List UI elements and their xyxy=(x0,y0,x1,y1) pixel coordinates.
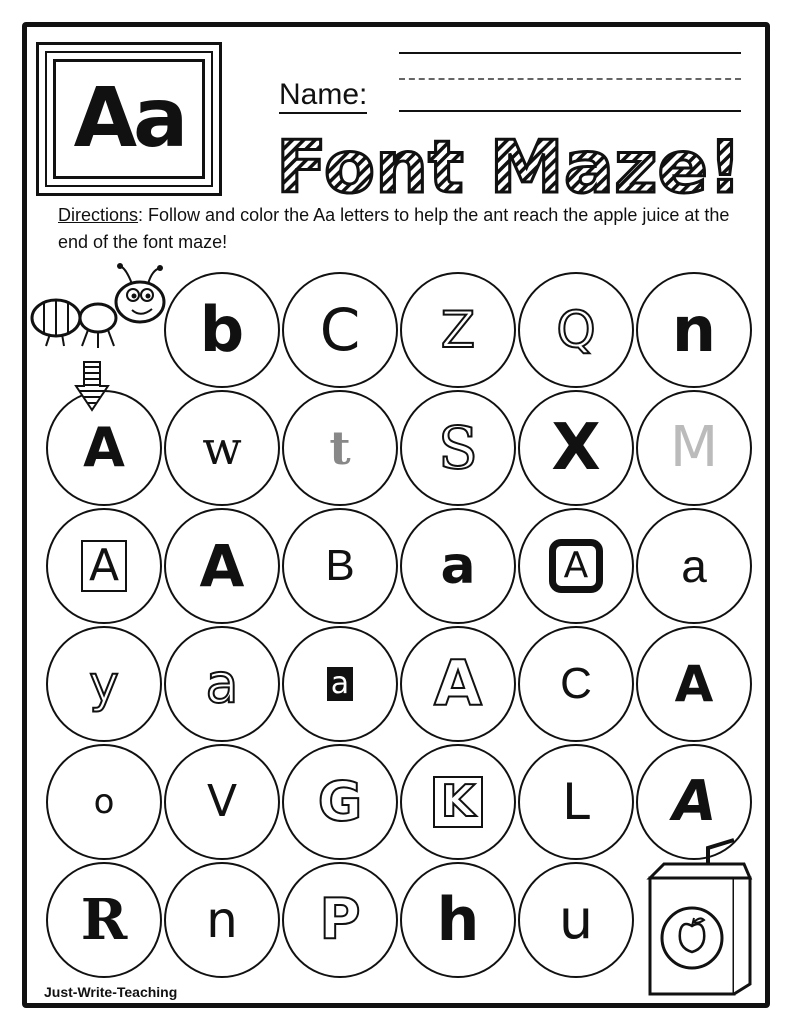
maze-letter: A xyxy=(83,416,125,479)
maze-circle[interactable] xyxy=(518,744,634,860)
maze-circle[interactable] xyxy=(164,862,280,978)
maze-letter: a xyxy=(681,540,707,592)
maze-letter: A xyxy=(434,647,482,720)
maze-letter: Q xyxy=(556,301,596,359)
maze-letter: B xyxy=(325,541,355,590)
maze-circle[interactable] xyxy=(636,272,752,388)
maze-circle[interactable] xyxy=(518,390,634,506)
maze-circle[interactable] xyxy=(164,744,280,860)
maze-letter: X xyxy=(551,411,601,485)
maze-letter: w xyxy=(202,421,242,475)
maze-letter: K xyxy=(433,776,483,828)
maze-circle[interactable] xyxy=(164,626,280,742)
maze-letter: C xyxy=(560,659,592,708)
maze-circle[interactable] xyxy=(282,508,398,624)
maze-circle[interactable] xyxy=(46,626,162,742)
maze-circle[interactable] xyxy=(400,862,516,978)
maze-letter: M xyxy=(669,415,719,480)
juice-box-icon xyxy=(644,838,756,1000)
maze-circle[interactable] xyxy=(282,862,398,978)
maze-circle[interactable] xyxy=(46,744,162,860)
maze-circle[interactable] xyxy=(46,508,162,624)
maze-circle[interactable] xyxy=(164,508,280,624)
maze-letter: P xyxy=(319,887,361,952)
maze-letter: n xyxy=(671,293,717,366)
maze-letter: G xyxy=(317,770,363,833)
maze-letter: A xyxy=(81,540,127,592)
maze-circle[interactable] xyxy=(518,508,634,624)
maze-letter: A xyxy=(199,532,245,600)
ant-icon xyxy=(28,262,168,354)
maze-letter: Z xyxy=(440,301,476,359)
maze-letter: u xyxy=(558,888,594,951)
logo-text: Aa xyxy=(73,71,185,166)
maze-circle[interactable] xyxy=(282,272,398,388)
directions-text: : Follow and color the Aa letters to help the ant reach the apple juice at the end of the font maze! xyxy=(58,205,730,252)
maze-circle[interactable] xyxy=(518,862,634,978)
maze-letter: L xyxy=(562,773,590,831)
maze-letter: a xyxy=(440,536,476,596)
directions-label: Directions xyxy=(58,205,139,225)
maze-circle[interactable] xyxy=(164,390,280,506)
maze-letter: t xyxy=(329,421,351,475)
maze-circle[interactable] xyxy=(518,626,634,742)
maze-circle[interactable] xyxy=(636,390,752,506)
maze-letter: A xyxy=(666,769,722,834)
maze-letter: A xyxy=(549,539,604,593)
maze-letter: V xyxy=(206,776,238,827)
maze-circle[interactable] xyxy=(400,272,516,388)
maze-circle[interactable] xyxy=(164,272,280,388)
maze-letter: b xyxy=(199,293,245,366)
maze-circle[interactable] xyxy=(636,508,752,624)
maze-letter: a xyxy=(205,652,239,715)
maze-circle[interactable] xyxy=(282,626,398,742)
maze-letter: S xyxy=(438,414,478,482)
arrow-down-icon xyxy=(74,360,110,412)
footer-credit: Just-Write-Teaching xyxy=(44,984,178,1000)
maze-circle[interactable] xyxy=(400,744,516,860)
maze-letter: a xyxy=(327,667,353,701)
maze-letter: h xyxy=(436,885,480,955)
maze-circle[interactable] xyxy=(400,390,516,506)
maze-circle[interactable] xyxy=(282,390,398,506)
maze-letter: y xyxy=(89,655,119,713)
maze-letter: R xyxy=(80,887,128,953)
name-label: Name: xyxy=(279,78,367,114)
maze-circle[interactable] xyxy=(518,272,634,388)
page-title: Font Maze! xyxy=(276,126,742,206)
maze-circle[interactable] xyxy=(46,862,162,978)
maze-circle[interactable] xyxy=(400,508,516,624)
maze-circle[interactable] xyxy=(282,744,398,860)
maze-circle[interactable] xyxy=(636,626,752,742)
maze-letter: n xyxy=(206,891,238,949)
maze-circle[interactable] xyxy=(400,626,516,742)
maze-letter: C xyxy=(319,296,361,364)
maze-letter: A xyxy=(674,655,714,713)
maze-letter: o xyxy=(93,782,115,822)
